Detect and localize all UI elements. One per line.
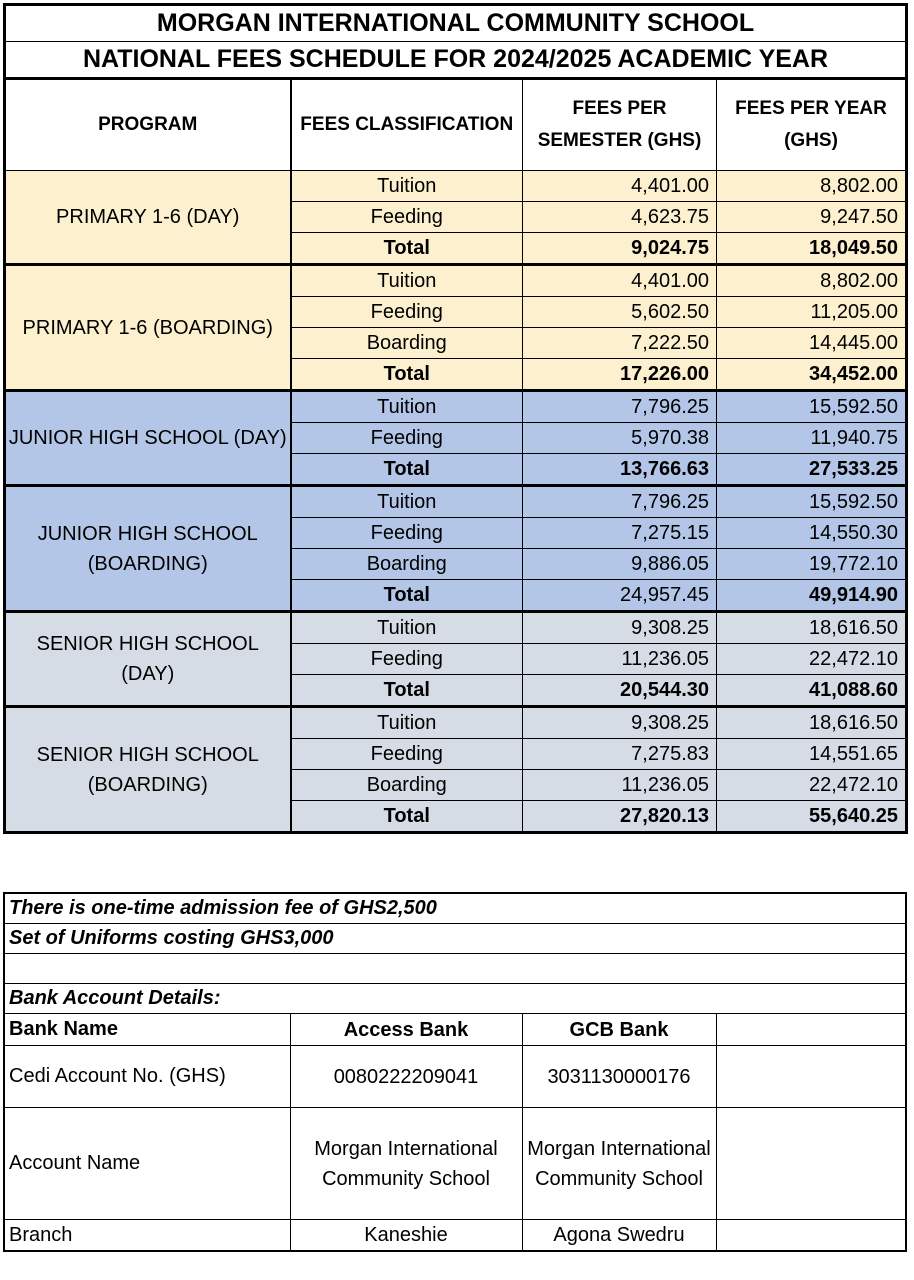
fee-semester: 5,970.38 — [523, 423, 717, 454]
column-header-row — [5, 79, 907, 171]
program-group-primary-boarding — [5, 265, 907, 391]
fee-classification: Boarding — [291, 328, 523, 359]
fee-semester: 9,308.25 — [523, 612, 717, 644]
fee-year: 14,550.30 — [717, 518, 907, 549]
table-row — [5, 265, 907, 297]
branch-label: Branch — [4, 1220, 290, 1252]
fee-classification: Tuition — [291, 265, 523, 297]
program-name: SENIOR HIGH SCHOOL (DAY) — [5, 612, 291, 707]
total-semester: 24,957.45 — [523, 580, 717, 612]
fee-semester: 4,401.00 — [523, 265, 717, 297]
fee-classification: Total — [291, 233, 523, 265]
fee-semester: 9,886.05 — [523, 549, 717, 580]
table-row — [5, 391, 907, 423]
bank-1-account-name: Morgan International Community School — [290, 1108, 522, 1220]
total-year: 34,452.00 — [717, 359, 907, 391]
fee-classification: Tuition — [291, 612, 523, 644]
bank-2-account-number: 3031130000176 — [522, 1046, 716, 1108]
fee-classification: Feeding — [291, 739, 523, 770]
blank-row — [4, 954, 906, 984]
empty-cell — [716, 1046, 906, 1108]
fee-year: 18,616.50 — [717, 612, 907, 644]
fee-semester: 11,236.05 — [523, 770, 717, 801]
fee-semester: 7,222.50 — [523, 328, 717, 359]
program-name: SENIOR HIGH SCHOOL (BOARDING) — [5, 707, 291, 833]
fee-year: 8,802.00 — [717, 265, 907, 297]
bank-2-account-name: Morgan International Community School — [522, 1108, 716, 1220]
fee-classification: Boarding — [291, 770, 523, 801]
fee-classification: Feeding — [291, 518, 523, 549]
account-number-row — [4, 1046, 906, 1108]
fee-year: 22,472.10 — [717, 770, 907, 801]
fees-schedule-table — [3, 3, 908, 834]
program-group-primary-day — [5, 171, 907, 265]
table-row — [5, 707, 907, 739]
fee-classification: Feeding — [291, 297, 523, 328]
fee-classification: Tuition — [291, 391, 523, 423]
fee-classification: Total — [291, 454, 523, 486]
fee-classification: Total — [291, 580, 523, 612]
total-year: 27,533.25 — [717, 454, 907, 486]
program-group-shs-boarding — [5, 707, 907, 833]
uniforms-note: Set of Uniforms costing GHS3,000 — [4, 924, 906, 954]
total-year: 55,640.25 — [717, 801, 907, 833]
table-row — [5, 612, 907, 644]
branch-row — [4, 1220, 906, 1252]
empty-cell — [716, 1014, 906, 1046]
bank-details-heading: Bank Account Details: — [4, 984, 906, 1014]
bank-2-name: GCB Bank — [522, 1014, 716, 1046]
fee-semester: 4,401.00 — [523, 171, 717, 202]
admission-fee-note: There is one-time admission fee of GHS2,500 — [4, 893, 906, 924]
fee-semester: 7,796.25 — [523, 391, 717, 423]
total-semester: 9,024.75 — [523, 233, 717, 265]
header-per-year: FEES PER YEAR (GHS) — [717, 79, 907, 171]
schedule-title: NATIONAL FEES SCHEDULE FOR 2024/2025 ACADEMIC YEAR — [5, 42, 907, 79]
empty-cell — [716, 1108, 906, 1220]
bank-1-account-number: 0080222209041 — [290, 1046, 522, 1108]
program-group-shs-day — [5, 612, 907, 707]
bank-details-table — [3, 892, 907, 1252]
program-name: PRIMARY 1-6 (BOARDING) — [5, 265, 291, 391]
fee-year: 11,940.75 — [717, 423, 907, 454]
fee-semester: 7,275.83 — [523, 739, 717, 770]
account-name-row — [4, 1108, 906, 1220]
header-per-semester: FEES PER SEMESTER (GHS) — [523, 79, 717, 171]
total-semester: 13,766.63 — [523, 454, 717, 486]
bank-1-branch: Kaneshie — [290, 1220, 522, 1252]
fee-classification: Total — [291, 359, 523, 391]
fee-year: 14,445.00 — [717, 328, 907, 359]
fee-classification: Total — [291, 675, 523, 707]
total-year: 41,088.60 — [717, 675, 907, 707]
fee-semester: 7,796.25 — [523, 486, 717, 518]
program-name: JUNIOR HIGH SCHOOL (BOARDING) — [5, 486, 291, 612]
total-year: 18,049.50 — [717, 233, 907, 265]
fee-semester: 11,236.05 — [523, 644, 717, 675]
fee-classification: Feeding — [291, 644, 523, 675]
total-semester: 27,820.13 — [523, 801, 717, 833]
bank-2-branch: Agona Swedru — [522, 1220, 716, 1252]
fee-year: 22,472.10 — [717, 644, 907, 675]
bank-name-label: Bank Name — [4, 1014, 290, 1046]
program-group-jhs-day — [5, 391, 907, 486]
fee-semester: 7,275.15 — [523, 518, 717, 549]
account-number-label: Cedi Account No. (GHS) — [4, 1046, 290, 1108]
fee-classification: Tuition — [291, 171, 523, 202]
program-name: PRIMARY 1-6 (DAY) — [5, 171, 291, 265]
fee-year: 19,772.10 — [717, 549, 907, 580]
fee-semester: 4,623.75 — [523, 202, 717, 233]
account-name-label: Account Name — [4, 1108, 290, 1220]
program-name: JUNIOR HIGH SCHOOL (DAY) — [5, 391, 291, 486]
fee-year: 9,247.50 — [717, 202, 907, 233]
fee-year: 18,616.50 — [717, 707, 907, 739]
fee-classification: Boarding — [291, 549, 523, 580]
fee-year: 15,592.50 — [717, 391, 907, 423]
fee-year: 15,592.50 — [717, 486, 907, 518]
total-year: 49,914.90 — [717, 580, 907, 612]
program-group-jhs-boarding — [5, 486, 907, 612]
empty-cell — [716, 1220, 906, 1252]
table-row — [5, 171, 907, 202]
fee-semester: 5,602.50 — [523, 297, 717, 328]
header-classification: FEES CLASSIFICATION — [291, 79, 523, 171]
fee-year: 8,802.00 — [717, 171, 907, 202]
fee-year: 14,551.65 — [717, 739, 907, 770]
bank-1-name: Access Bank — [290, 1014, 522, 1046]
fee-year: 11,205.00 — [717, 297, 907, 328]
fee-classification: Feeding — [291, 423, 523, 454]
table-row — [5, 486, 907, 518]
school-name: MORGAN INTERNATIONAL COMMUNITY SCHOOL — [5, 5, 907, 42]
bank-name-row — [4, 1014, 906, 1046]
total-semester: 17,226.00 — [523, 359, 717, 391]
fee-classification: Tuition — [291, 486, 523, 518]
fee-classification: Total — [291, 801, 523, 833]
fee-semester: 9,308.25 — [523, 707, 717, 739]
header-program: PROGRAM — [5, 79, 291, 171]
fee-classification: Tuition — [291, 707, 523, 739]
total-semester: 20,544.30 — [523, 675, 717, 707]
fee-classification: Feeding — [291, 202, 523, 233]
